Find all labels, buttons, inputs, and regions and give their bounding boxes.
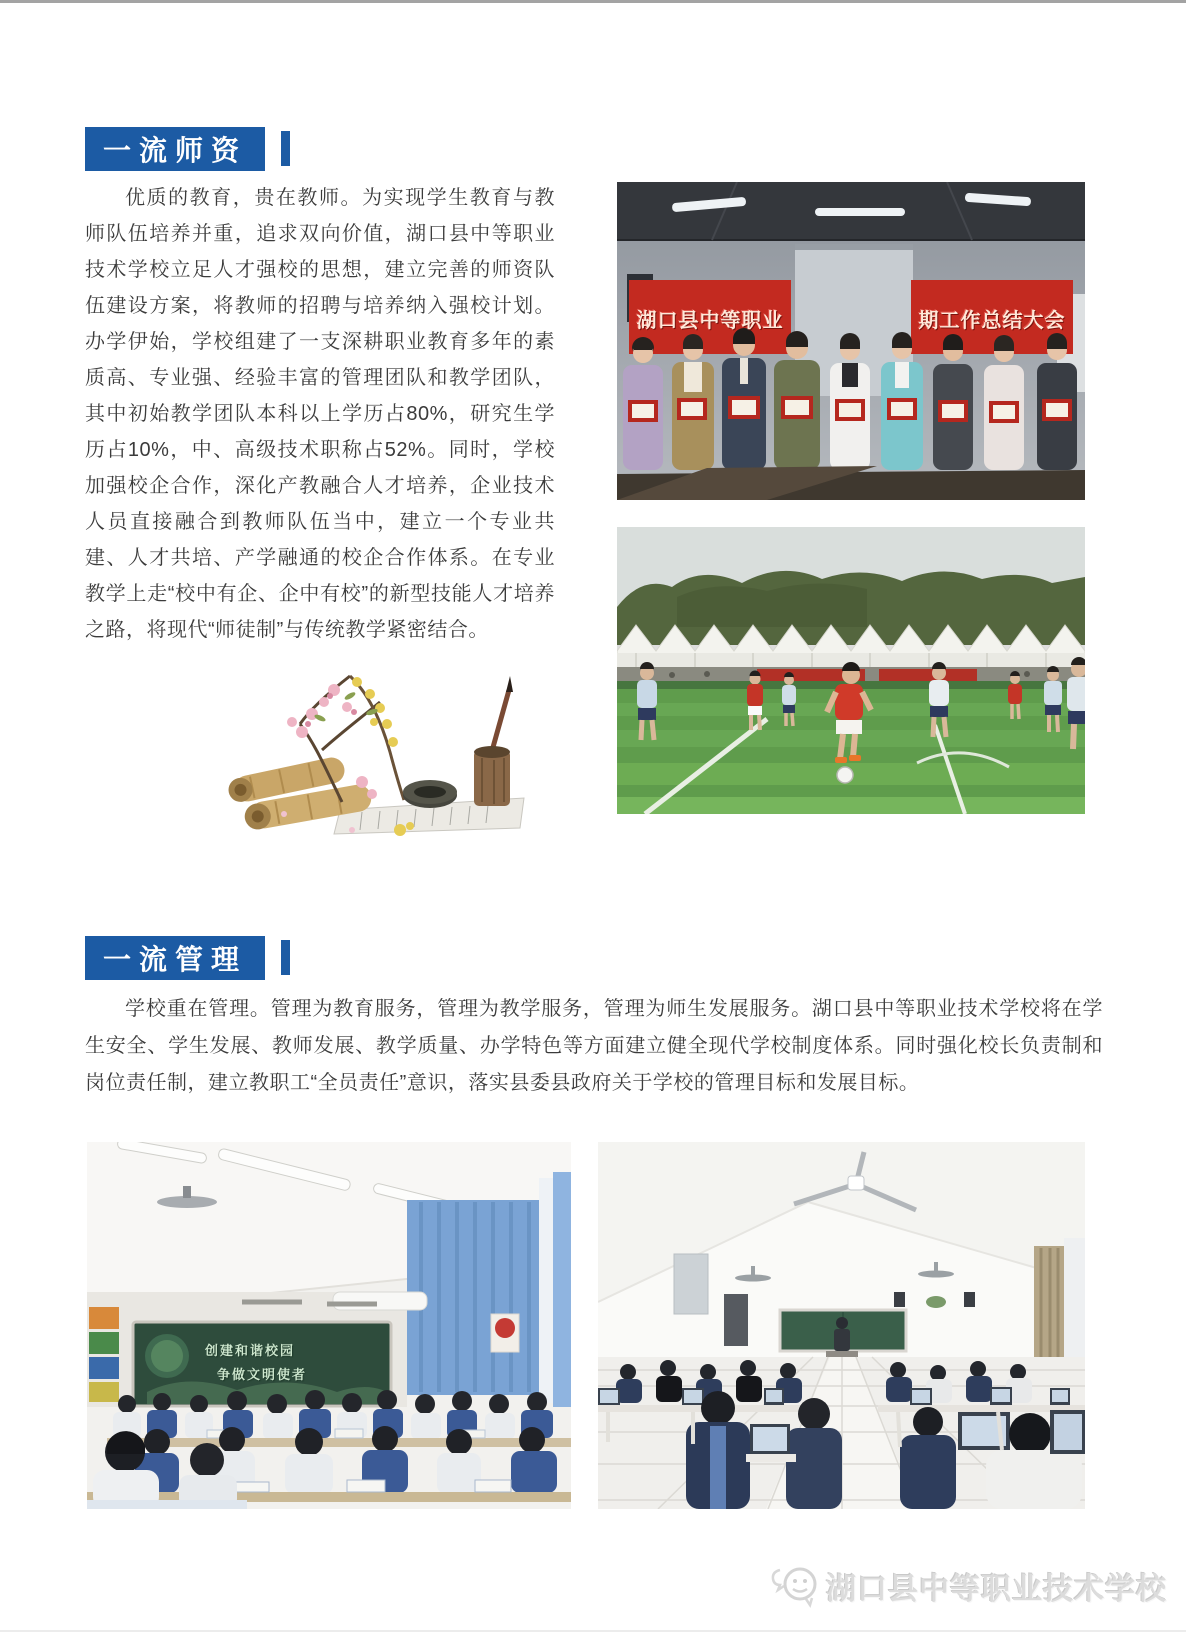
photo-award-ceremony (617, 182, 1085, 500)
school-logo-icon (770, 1556, 822, 1608)
decor-calligraphy-image (222, 662, 532, 837)
photo-football (617, 527, 1085, 814)
computer-lab-illustration (598, 1142, 1085, 1509)
management-paragraph: 学校重在管理。管理为教育服务，管理为教学服务，管理为师生发展服务。湖口县中等职业技术学校将在学生安全、学生发展、教师发展、教学质量、办学特色等方面建立健全现代学校制度体系。同时强化校长负责制和岗位责任制，建立教职工“全员责任”意识，落实县委县政府关于学校的管理目标和发展目标。 (85, 998, 1103, 1094)
section-faculty-header-label: 一流师资 (102, 135, 247, 166)
faculty-paragraph: 优质的教育，贵在教师。为实现学生教育与教师队伍培养并重，追求双向价值，湖口县中等职业技术学校立足人才强校的思想，建立完善的师资队伍建设方案，将教师的招聘与培养纳入强校计划。办学伊始，学校组建了一支深耕职业教育多年的素质高、专业强、经验丰富的管理团队和教学团队，其中初始教学团队本科以上学历占80%，研究生学历占10%，中、高级技术职称占52%。同时，学校加强校企合作，深化产教融合人才培养，企业技术人员直接融合到教师队伍当中，建立一个专业共建、人才共培、产学融通的校企合作体系。在专业教学上走“校中有企、企中有校”的新型技能人才培养之路，将现代“师徒制”与传统教学紧密结合。 (85, 187, 555, 641)
section-management-header-badge (85, 936, 265, 980)
section-management-accent-bar (281, 940, 290, 975)
bottom-divider-line (0, 1630, 1186, 1632)
award-ceremony-illustration (617, 182, 1085, 500)
photo-computer-lab (598, 1142, 1085, 1509)
section-management-header-label: 一流管理 (102, 944, 247, 975)
section-faculty-accent-bar (281, 131, 290, 166)
footer-school-logo (770, 1556, 822, 1608)
section-faculty-header-badge (85, 127, 265, 171)
blackboard-line1: 创建和谐校园 (205, 1343, 296, 1358)
classroom-illustration (87, 1142, 571, 1509)
calligraphy-illustration (222, 662, 532, 837)
people-group (623, 328, 1077, 470)
photo-classroom (87, 1142, 571, 1509)
banner-right-text: 期工作总结大会 (918, 310, 1066, 332)
blackboard-line2: 争做文明使者 (217, 1367, 308, 1382)
footer-school-name: 湖口县中等职业技术学校 (826, 1573, 1167, 1606)
banner-left-text: 湖口县中等职业 (636, 310, 784, 332)
football-illustration (617, 527, 1085, 814)
top-border-line (0, 0, 1186, 3)
